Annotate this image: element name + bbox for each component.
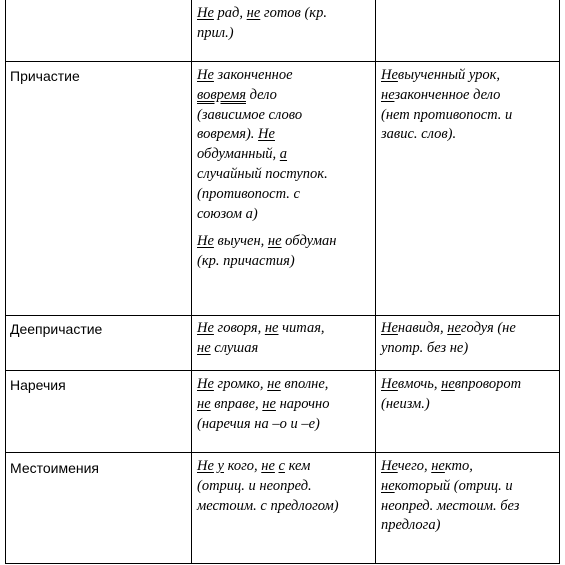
text-run: кем	[284, 458, 311, 474]
underlined-text: Не	[197, 376, 214, 392]
text-run: (кр. причастия)	[197, 253, 295, 270]
text-run: дело	[245, 86, 277, 103]
underlined-text: у	[217, 458, 224, 474]
underlined-text: не	[197, 395, 211, 412]
cell-paragraph	[381, 66, 557, 145]
cell-paragraph	[381, 457, 557, 536]
underlined-text: с	[278, 458, 285, 474]
text-run: прил.)	[197, 24, 234, 41]
cell-paragraph	[197, 375, 369, 434]
underlined-text: не	[246, 5, 261, 21]
cell-paragraph	[197, 66, 369, 224]
underlined-text: вовремя	[197, 86, 246, 103]
underlined-text: Не	[381, 320, 398, 336]
underlined-text: не	[262, 395, 276, 412]
text-run: обдуманный,	[197, 146, 280, 163]
table-border-right	[559, 0, 560, 564]
underlined-text: Не	[197, 5, 214, 21]
underlined-text: не	[441, 376, 455, 392]
text-run: впроворот	[454, 376, 522, 392]
underlined-text: Не	[197, 233, 214, 250]
underlined-text: не	[267, 233, 282, 250]
table-border-left	[5, 0, 6, 564]
underlined-text: не	[197, 339, 211, 356]
text-run: законченное	[213, 67, 293, 83]
row3-label: Наречия	[10, 377, 66, 393]
text-run: кто,	[444, 458, 473, 474]
table-border-bottom-row0	[5, 61, 560, 62]
text-run: слушая	[210, 339, 259, 356]
text-run: чего,	[397, 458, 432, 474]
underlined-text: не	[431, 458, 445, 474]
row0-col2	[197, 4, 369, 44]
underlined-text: не	[447, 320, 461, 336]
text-run: (противопост. с	[197, 185, 300, 202]
text-run: вовремя).	[197, 126, 259, 143]
text-run: (неизм.)	[381, 395, 430, 412]
underlined-text: Не	[381, 458, 398, 474]
row2-col3	[381, 319, 557, 359]
row4-label: Местоимения	[10, 460, 100, 476]
underlined-text: не	[267, 376, 281, 392]
underlined-text: Не	[258, 126, 275, 143]
text-run: нарочно	[275, 395, 330, 412]
underlined-text: Не	[197, 458, 214, 474]
text-run: рад,	[213, 5, 247, 21]
text-run: читая,	[278, 320, 325, 336]
text-run: обдуман	[281, 233, 337, 250]
text-run: вполне,	[280, 376, 329, 392]
text-run: вправе,	[210, 395, 263, 412]
text-run: местоим. с предлогом)	[197, 497, 339, 514]
text-run: (наречия на –о и –е)	[197, 415, 320, 432]
text-run: (зависимое слово	[197, 106, 303, 123]
text-run: употр. без не)	[381, 339, 469, 356]
text-run: годуя (не	[460, 320, 516, 336]
row4-col3	[381, 457, 557, 536]
text-run: предлога)	[381, 517, 441, 534]
table-border-bottom-row4	[5, 563, 560, 564]
underlined-text: не	[261, 458, 275, 474]
row1-col2	[197, 66, 369, 272]
text-run: вмочь,	[397, 376, 442, 392]
text-run: (отриц. и неопред.	[197, 477, 312, 494]
text-run: союзом а)	[197, 205, 258, 222]
row3-col2	[197, 375, 369, 434]
underlined-text: не	[381, 477, 395, 494]
text-run: навидя,	[397, 320, 448, 336]
table-border-col2	[375, 0, 376, 564]
underlined-text: Не	[197, 67, 214, 83]
row3-col3	[381, 375, 557, 415]
cell-paragraph	[197, 457, 369, 516]
table-border-bottom-row3	[5, 452, 560, 453]
text-run: громко,	[213, 376, 268, 392]
underlined-text: не	[381, 86, 395, 103]
text-run: выученный урок,	[397, 67, 501, 83]
cell-paragraph	[381, 375, 557, 415]
text-run: говоря,	[213, 320, 265, 336]
text-run: законченное дело	[394, 86, 501, 103]
text-run: который (отриц. и	[394, 477, 513, 494]
row1-label: Причастие	[10, 68, 80, 84]
row2-label: Деепричастие	[10, 321, 103, 337]
table-border-bottom-row2	[5, 370, 560, 371]
text-run: кого,	[223, 458, 262, 474]
underlined-text: Не	[381, 376, 398, 392]
row1-col3	[381, 66, 557, 145]
table-border-bottom-row1	[5, 315, 560, 316]
text-run: неопред. местоим. без	[381, 497, 520, 514]
text-run: случайный поступок.	[197, 165, 328, 182]
text-run: готов (кр.	[260, 5, 327, 21]
underlined-text: Не	[197, 320, 214, 336]
underlined-text: Не	[381, 67, 398, 83]
cell-paragraph	[197, 232, 369, 272]
text-run: (нет противопост. и	[381, 106, 513, 123]
text-run: выучен,	[213, 233, 268, 250]
cell-paragraph	[381, 319, 557, 359]
underlined-text: а	[279, 146, 288, 163]
text-run: завис. слов).	[381, 126, 457, 143]
underlined-text: не	[264, 320, 279, 336]
row4-col2	[197, 457, 369, 516]
row2-col2	[197, 319, 369, 359]
cell-paragraph	[197, 319, 369, 359]
cell-paragraph	[197, 4, 369, 44]
table-border-col1	[191, 0, 192, 564]
